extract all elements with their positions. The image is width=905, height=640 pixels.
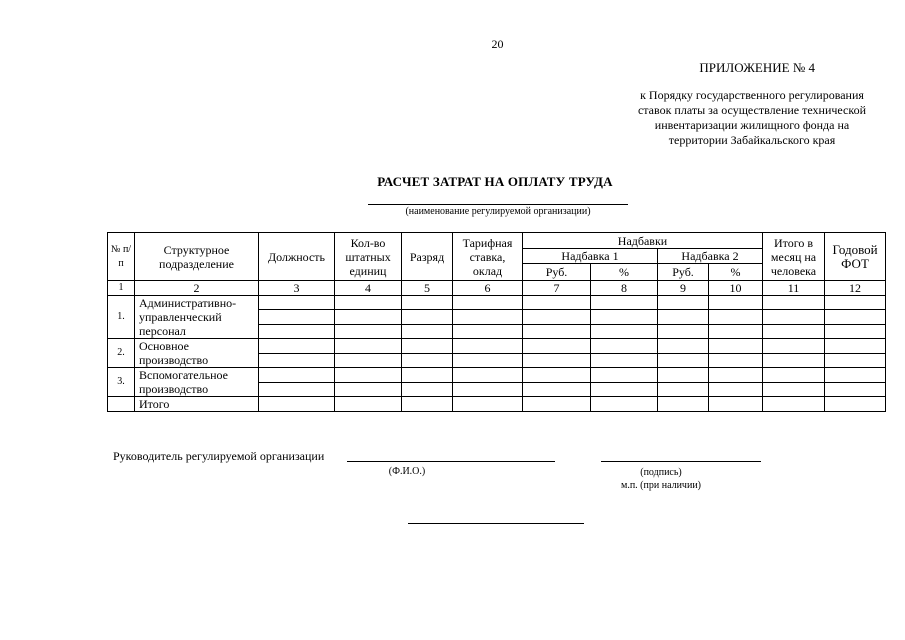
column-number: 10 (709, 281, 763, 296)
header-grade: Разряд (402, 233, 453, 281)
row-num: 1. (108, 296, 135, 339)
row-division: Вспомогательное производство (135, 368, 259, 397)
signature-caption: (подпись) (640, 467, 682, 478)
table-row (108, 368, 886, 383)
header-pct-1: % (591, 264, 658, 281)
org-name-line (368, 204, 628, 205)
order-note: к Порядку государственного регулирования ставок платы за осуществление технической инвентаризации жилищного фонда на территории Забайкальского края (637, 88, 867, 147)
row-division: Основное производство (135, 339, 259, 368)
column-number-row (108, 281, 886, 296)
column-number: 12 (825, 281, 886, 296)
column-number: 5 (402, 281, 453, 296)
header-row-1 (108, 233, 886, 249)
labor-cost-table (107, 232, 886, 412)
header-position: Должность (259, 233, 335, 281)
fio-line (347, 461, 555, 462)
column-number: 7 (523, 281, 591, 296)
signature-line (601, 461, 761, 462)
column-number: 1 (108, 281, 135, 296)
column-number: 2 (135, 281, 259, 296)
signature-caption-block (601, 466, 721, 492)
fio-caption: (Ф.И.О.) (388, 466, 426, 477)
column-number: 8 (591, 281, 658, 296)
signoff-label: Руководитель регулируемой организации (113, 449, 325, 463)
header-allowances: Надбавки (523, 233, 763, 249)
header-allowance-2: Надбавка 2 (658, 249, 763, 264)
stamp-caption: м.п. (при наличии) (621, 480, 701, 491)
column-number: 6 (453, 281, 523, 296)
bottom-line (408, 523, 584, 524)
header-monthly-total: Итого в месяц на человека (763, 233, 825, 281)
header-pct-2: % (709, 264, 763, 281)
row-num: 3. (108, 368, 135, 397)
table-row (108, 296, 886, 310)
header-num: № п/п (108, 233, 135, 281)
document-title: РАСЧЕТ ЗАТРАТ НА ОПЛАТУ ТРУДА (377, 174, 613, 189)
column-number: 9 (658, 281, 709, 296)
header-staff-count: Кол-во штатных единиц (335, 233, 402, 281)
column-number: 11 (763, 281, 825, 296)
appendix-title: ПРИЛОЖЕНИЕ № 4 (699, 60, 815, 75)
header-rub-2: Руб. (658, 264, 709, 281)
header-annual-fot: Годовой ФОТ (825, 233, 886, 281)
column-number: 4 (335, 281, 402, 296)
table-row (108, 339, 886, 354)
row-division: Административно-управленческий персонал (135, 296, 259, 339)
org-name-caption: (наименование регулируемой организации) (405, 206, 591, 217)
header-rate: Тарифная ставка, оклад (453, 233, 523, 281)
header-allowance-1: Надбавка 1 (523, 249, 658, 264)
header-division: Структурное подразделение (135, 233, 259, 281)
page-number: 20 (491, 37, 504, 51)
total-row (108, 397, 886, 412)
column-number: 3 (259, 281, 335, 296)
header-rub-1: Руб. (523, 264, 591, 281)
total-label: Итого (135, 397, 259, 412)
row-num: 2. (108, 339, 135, 368)
